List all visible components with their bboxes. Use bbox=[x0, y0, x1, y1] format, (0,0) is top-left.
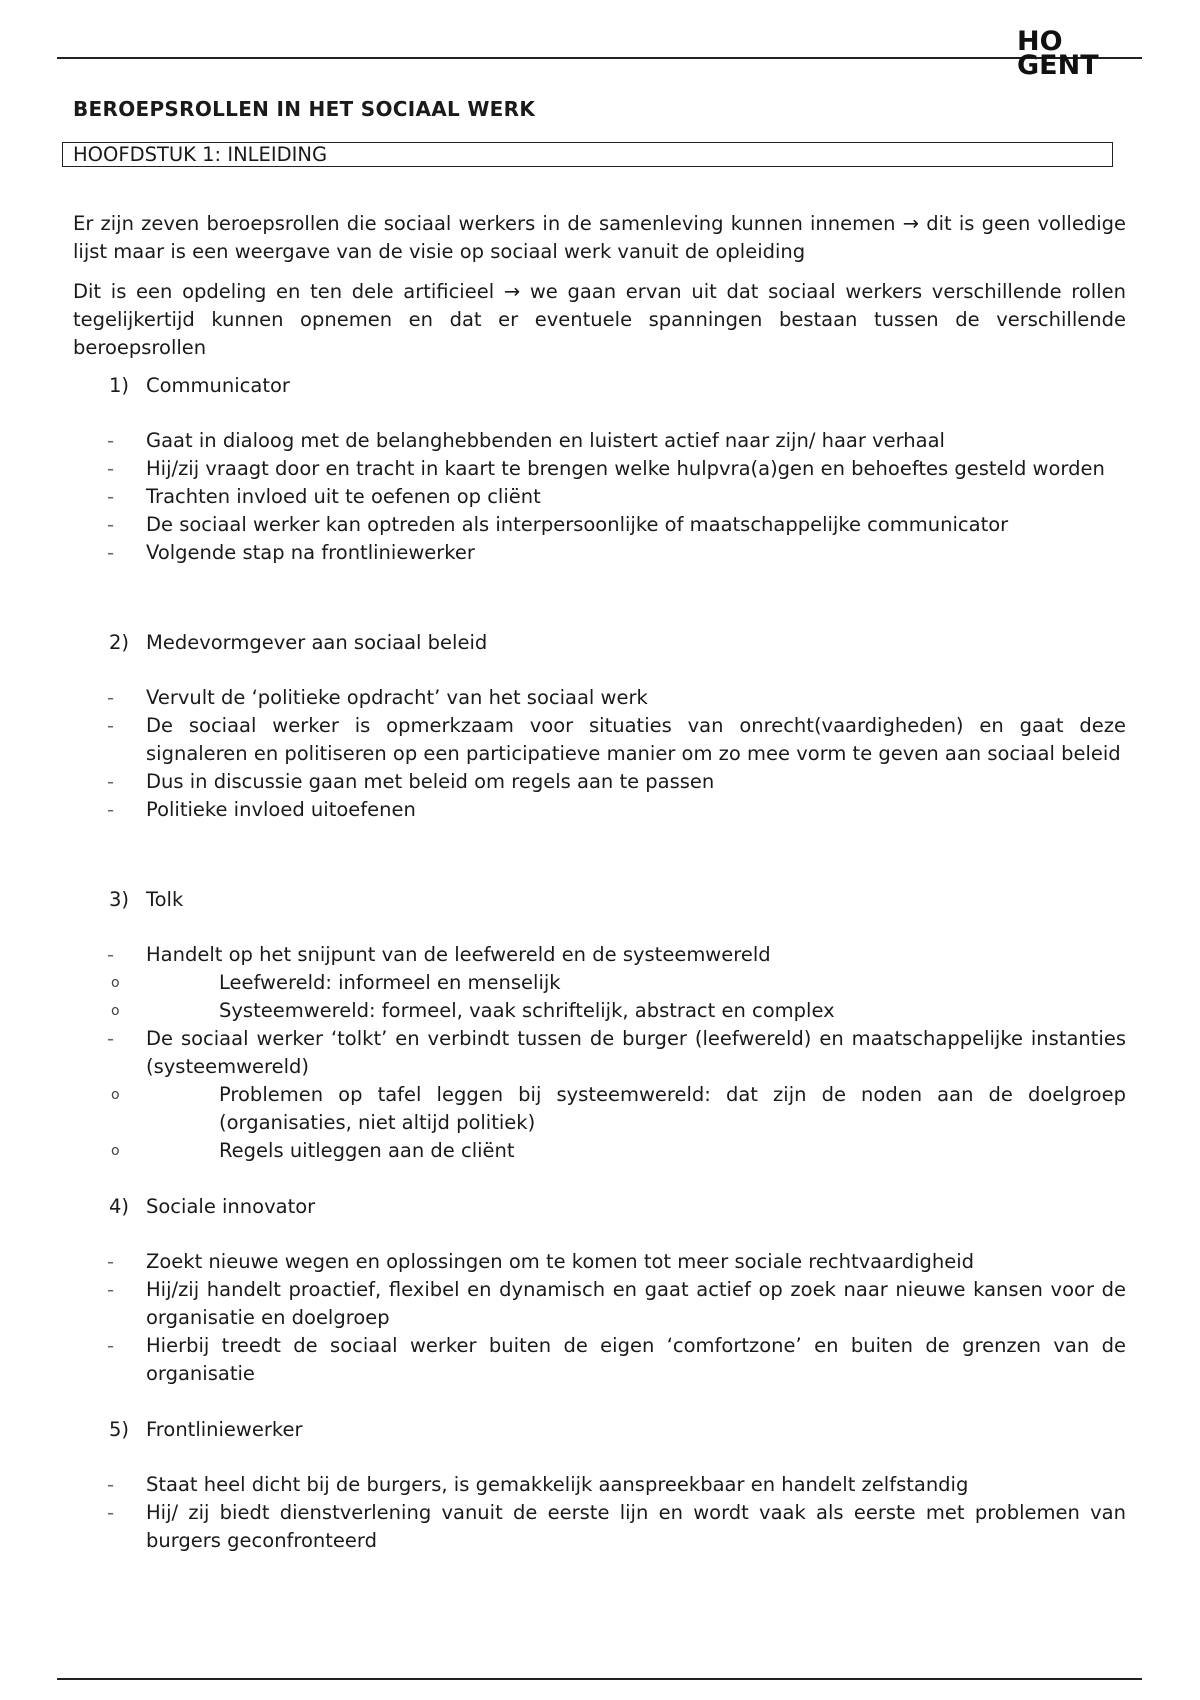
intro-paragraph: Dit is een opdeling en ten dele artificieel → we gaan ervan uit dat sociaal werkers verschillende rollen tegelijkertijd kunnen opnemen en dat er eventuele spanningen bestaan tussen de verschillende beroepsrollen bbox=[73, 280, 1126, 359]
list-item: - De sociaal werker kan optreden als interpersoonlijke of maatschappelijke communicator bbox=[73, 511, 1126, 539]
bullet-list bbox=[73, 684, 1126, 824]
bullet-list bbox=[73, 1248, 1126, 1388]
intro-paragraph: Er zijn zeven beroepsrollen die sociaal werkers in de samenleving kunnen innemen → dit is geen volledige lijst maar is een weergave van de visie op sociaal werk vanuit de opleiding bbox=[73, 212, 1126, 263]
list-item-text: De sociaal werker ‘tolkt’ en verbindt tussen de burger (leefwereld) en maatschappelijke instanties (systeemwereld) bbox=[146, 1027, 1126, 1078]
role-number: 1) bbox=[109, 374, 130, 397]
list-item: - Hierbij treedt de sociaal werker buiten de eigen ‘comfortzone’ en buiten de grenzen van de organisatie bbox=[73, 1332, 1126, 1388]
role-title: Frontliniewerker bbox=[146, 1418, 303, 1441]
list-item: - Dus in discussie gaan met beleid om regels aan te passen bbox=[73, 768, 1126, 796]
logo-line-2: GENT bbox=[1017, 50, 1099, 81]
list-item: - Hij/ zij biedt dienstverlening vanuit de eerste lijn en wordt vaak als eerste met problemen van burgers geconfronteerd bbox=[73, 1499, 1126, 1555]
list-item: - De sociaal werker is opmerkzaam voor situaties van onrecht(vaardigheden) en gaat deze signaleren en politiseren op een participatieve manier om zo mee vorm te geven aan sociaal beleid bbox=[73, 712, 1126, 768]
sub-list bbox=[73, 1081, 1126, 1165]
role-number: 3) bbox=[109, 888, 130, 911]
hogent-logo bbox=[1017, 26, 1099, 81]
role-heading bbox=[73, 886, 1126, 914]
role-title: Tolk bbox=[146, 888, 184, 911]
role-heading bbox=[73, 629, 1126, 657]
sub-list-item: o Regels uitleggen aan de cliënt bbox=[73, 1137, 1126, 1165]
header-rule bbox=[57, 57, 1142, 59]
list-item: - Gaat in dialoog met de belanghebbenden en luistert actief naar zijn/ haar verhaal bbox=[73, 427, 1126, 455]
role-heading bbox=[73, 1416, 1126, 1444]
role-title: Sociale innovator bbox=[146, 1195, 316, 1218]
list-item: - Volgende stap na frontliniewerker bbox=[73, 539, 1126, 567]
bullet-list bbox=[73, 427, 1126, 567]
role-title: Medevormgever aan sociaal beleid bbox=[146, 631, 488, 654]
list-item: - Staat heel dicht bij de burgers, is gemakkelijk aanspreekbaar en handelt zelfstandig bbox=[73, 1471, 1126, 1499]
list-item bbox=[73, 1025, 1126, 1165]
list-item: - Trachten invloed uit te oefenen op cliënt bbox=[73, 483, 1126, 511]
document-title: BEROEPSROLLEN IN HET SOCIAAL WERK bbox=[73, 97, 536, 121]
logo-line-1: HO bbox=[1017, 26, 1063, 57]
chapter-heading-box bbox=[62, 142, 1113, 167]
bullet-list bbox=[73, 941, 1126, 1165]
bullet-list bbox=[73, 1471, 1126, 1555]
document-body bbox=[73, 210, 1126, 1555]
role-number: 4) bbox=[109, 1195, 130, 1218]
list-item bbox=[73, 941, 1126, 1025]
list-item-text: Handelt op het snijpunt van de leefwereld en de systeemwereld bbox=[146, 943, 771, 966]
role-title: Communicator bbox=[146, 374, 290, 397]
sub-list-item: o Problemen op tafel leggen bij systeemwereld: dat zijn de noden aan de doelgroep (organisaties, niet altijd politiek) bbox=[73, 1081, 1126, 1137]
role-number: 5) bbox=[109, 1418, 130, 1441]
footer-rule bbox=[57, 1678, 1142, 1680]
role-heading bbox=[73, 372, 1126, 400]
chapter-heading: HOOFDSTUK 1: INLEIDING bbox=[73, 143, 328, 166]
list-item: - Zoekt nieuwe wegen en oplossingen om te komen tot meer sociale rechtvaardigheid bbox=[73, 1248, 1126, 1276]
sub-list-item: o Leefwereld: informeel en menselijk bbox=[73, 969, 1126, 997]
list-item: - Politieke invloed uitoefenen bbox=[73, 796, 1126, 824]
sub-list bbox=[73, 969, 1126, 1025]
role-heading bbox=[73, 1193, 1126, 1221]
role-number: 2) bbox=[109, 631, 130, 654]
list-item: - Hij/zij handelt proactief, flexibel en dynamisch en gaat actief op zoek naar nieuwe kansen voor de organisatie en doelgroep bbox=[73, 1276, 1126, 1332]
list-item: - Vervult de ‘politieke opdracht’ van het sociaal werk bbox=[73, 684, 1126, 712]
list-item: - Hij/zij vraagt door en tracht in kaart te brengen welke hulpvra(a)gen en behoeftes gesteld worden bbox=[73, 455, 1126, 483]
sub-list-item: o Systeemwereld: formeel, vaak schriftelijk, abstract en complex bbox=[73, 997, 1126, 1025]
